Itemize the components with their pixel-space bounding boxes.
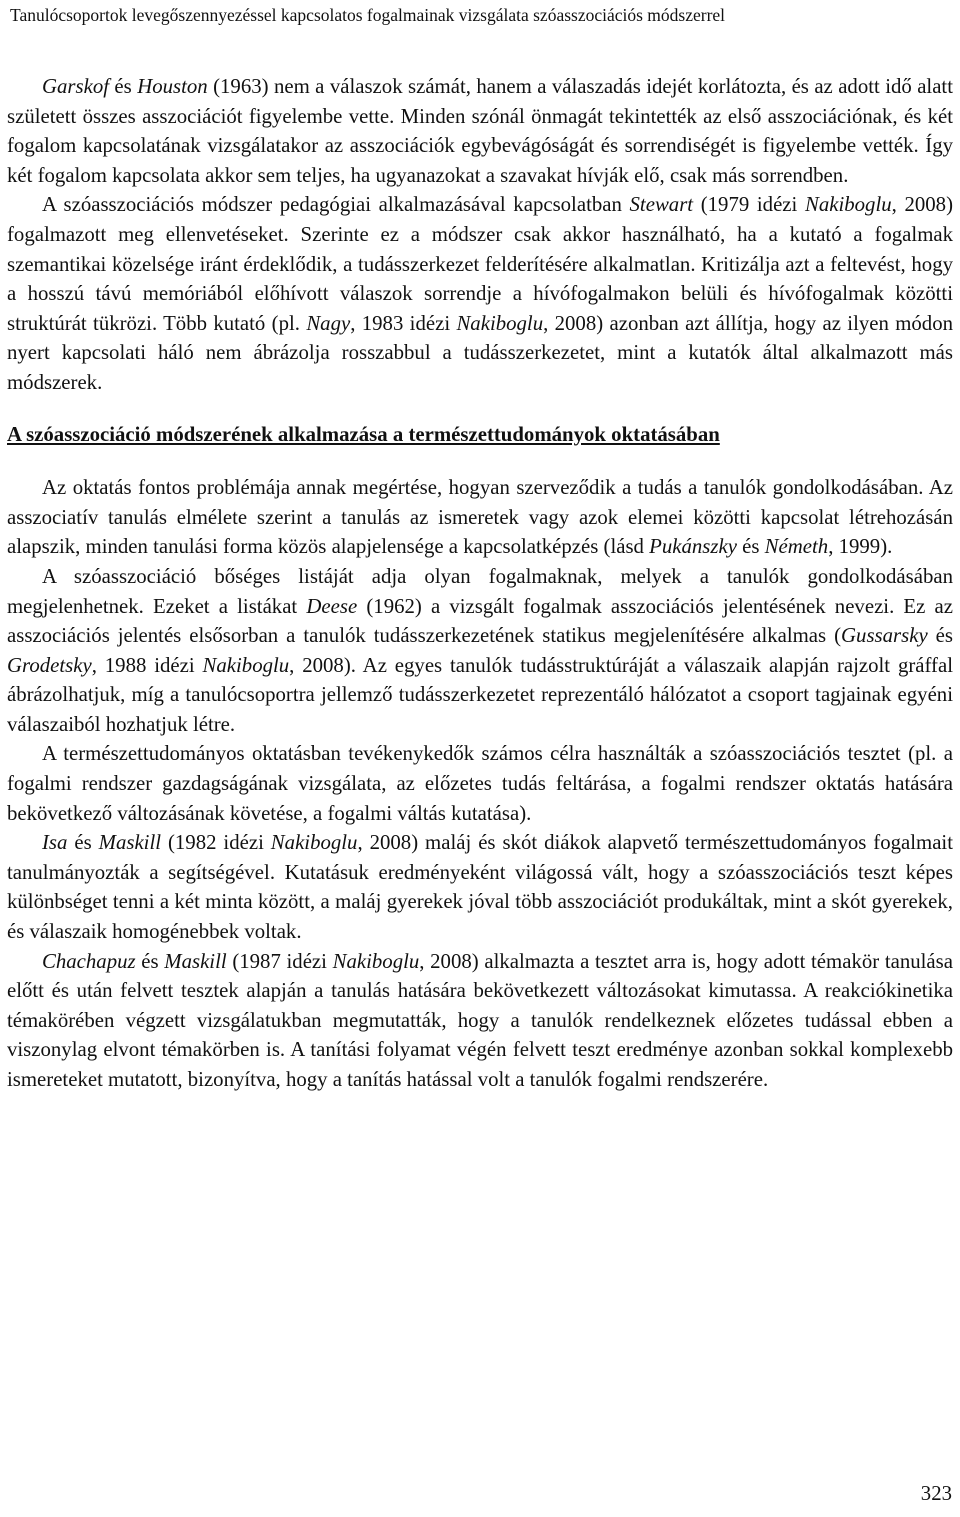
text-run: (1979 idézi <box>693 193 805 217</box>
author-name: Nakiboglu <box>332 949 420 973</box>
author-name: Grodetsky <box>7 653 92 677</box>
text-run: , 2008) azonban azt állítja, hogy az ilyen módon nyert kapcsolati háló nem ábrázolja rosszabbul a tudásszerkezetet, mint a kutatók által alkalmazott más módszerek. <box>7 311 953 394</box>
body-text <box>7 72 953 1095</box>
page-number: 323 <box>920 1482 952 1505</box>
paragraph-science-education <box>7 739 953 828</box>
author-name: Nakiboglu <box>804 193 892 217</box>
paragraph-stewart <box>7 190 953 397</box>
text-run: és <box>109 75 138 98</box>
author-name: Nagy <box>306 311 351 335</box>
text-run: és <box>67 831 99 855</box>
author-name: Pukánszky <box>649 535 737 559</box>
text-run: A szóasszociáció bőséges listáját adja olyan fogalmaknak, melyek a tanulók gondolkodásában megjelenhetnek. Ezeket a listákat <box>7 564 953 618</box>
text-run: , 2008). Az egyes tanulók tudásstruktúráját a válaszaik alapján rajzolt gráffal ábrázolhatjuk, míg a tanulócsoportra jellemző tudásszerkezetet reprezentáló hálózatot a csoport tagjainak egyéni válaszaiból hozhatjuk létre. <box>7 653 953 736</box>
author-name: Garskof <box>42 75 110 98</box>
paragraph-deese <box>7 562 953 740</box>
paragraph-isa-maskill <box>7 828 953 946</box>
text-run: A szóasszociációs módszer pedagógiai alkalmazásával kapcsolatban <box>42 193 630 217</box>
paragraph-associative-learning <box>7 473 953 562</box>
text-run: (1987 idézi <box>226 949 333 973</box>
author-name: Maskill <box>98 831 162 855</box>
author-name: Nakiboglu <box>456 311 544 335</box>
author-name: Nakiboglu <box>270 831 358 855</box>
text-run: , 2008) fogalmazott meg ellenvetéseket. Szerinte ez a módszer csak akkor használható, ha a kutató a fogalmak szemantikai közelsége iránt érdeklődik, a tudásszerkezet felderítésére alkalmatlan. Kritizálja azt a feltevést, hogy a hosszú távú memóriából előhívott válaszok sorrendje a hívófogalmakon belüli és hívófogalmak közötti struktúrát tükrözi. Több kutató (pl. <box>7 193 953 335</box>
paragraph-chachapuz-maskill <box>7 947 953 1095</box>
text-run: (1962) a vizsgált fogalmak asszociációs jelentésének nevezi. Ez az asszociációs jelentés elsősorban a tanulók tudásszerkezetének statikus megjelenítésére alkalmas ( <box>7 594 953 648</box>
text-run: A természettudományos oktatásban tevékenykedők számos célra használták a szóasszociációs tesztet (pl. a fogalmi rendszer gazdagságának vizsgálata, az előzetes tudás feltárása, a fogalmi rendszer oktatás hatására bekövetkező változásának követése, a fogalmi váltás kutatása). <box>7 742 953 825</box>
text-run: (1982 idézi <box>161 831 271 855</box>
author-name: Németh <box>764 535 829 559</box>
text-run: , 1983 idézi <box>350 311 457 335</box>
author-name: Isa <box>42 831 68 855</box>
running-head: Tanulócsoportok levegőszennyezéssel kapcsolatos fogalmainak vizsgálata szóasszociációs módszerrel <box>10 5 726 25</box>
text-run: , 2008) maláj és skót diákok alapvető természettudományos fogalmait tanulmányozták a segítségével. Kutatásuk eredményeként világossá vált, hogy a szóasszociációs teszt képes különbséget tenni a két minta között, a maláj gyerekek jóval több asszociációt produkáltak, mint a skót gyerekek, és válaszaik homogénebbek voltak. <box>7 831 953 944</box>
text-run: , 2008) alkalmazta a tesztet arra is, hogy adott témakör tanulása előtt és után felvett tesztek alapján a tanulás hatására bekövetkezett változásokat kimutassa. A reakciókinetika témakörében végzett vizsgálatukban megmutatták, hogy a tanulók rendelkeznek előzetes tudással ebben a viszonylag elvont témakörben is. A tanítási folyamat végén felvett teszt eredménye azonban sokkal komplexebb ismereteket mutatott, bizonyítva, hogy a tanítás hatással volt a tanulók fogalmi rendszerére. <box>7 949 953 1091</box>
author-name: Chachapuz <box>42 949 136 973</box>
author-name: Maskill <box>164 949 227 973</box>
author-name: Houston <box>137 75 208 98</box>
text-run: , 1999). <box>828 535 893 559</box>
paragraph-garskof <box>7 72 953 190</box>
author-name: Nakiboglu <box>202 653 290 677</box>
author-name: Deese <box>306 594 358 618</box>
author-name: Gussarsky <box>841 624 928 648</box>
text-run: (1963) nem a válaszok számát, hanem a válaszadás idejét korlátozta, és az adott idő alatt született összes asszociációt figyelembe vette. Minden szónál önmagát tekintették az első asszociációnak, és két fogalom kapcsolatának vizsgálatakor az asszociációk egybevágóságát és sorrendiségét is figyelembe vették. Így két fogalom kapcsolata akkor sem teljes, ha ugyanazokat a szavakat hívják elő, csak más sorrendben. <box>7 75 953 187</box>
author-name: Stewart <box>629 193 694 217</box>
text-run: , 1988 idézi <box>91 653 203 677</box>
text-run: és <box>135 949 165 973</box>
text-run: Az oktatás fontos problémája annak megértése, hogyan szerveződik a tudás a tanulók gondolkodásában. Az asszociatív tanulás elmélete szerint a tanulás az ismeretek vagy azok elemei közötti kapcsolat létrehozásán alapszik, minden tanulási forma közös alapjelensége a kapcsolatképzés (lásd <box>7 476 953 559</box>
text-run: és <box>736 535 765 559</box>
text-run: és <box>927 624 953 648</box>
section-heading: A szóasszociáció módszerének alkalmazása a természettudományok oktatásában <box>7 422 720 446</box>
